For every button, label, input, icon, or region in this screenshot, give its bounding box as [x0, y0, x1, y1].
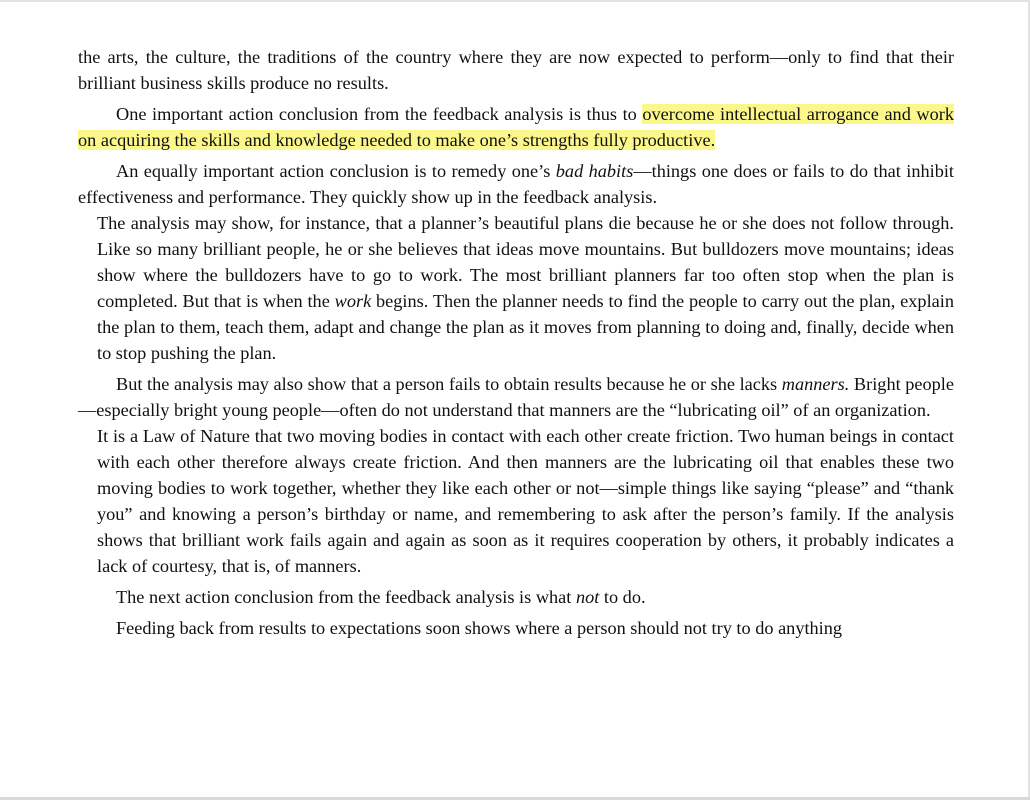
paragraph-text: Bright people—especially bright young people—often do not understand that manners are the “lubricating oil” of an organization.	[78, 374, 954, 420]
paragraph-text: The next action conclusion from the feedback analysis is what	[116, 587, 576, 607]
emphasis-text: bad habits	[555, 161, 634, 181]
paragraph-bad-habits	[78, 158, 954, 210]
paragraph-text: One important action conclusion from the feedback analysis is thus to	[116, 104, 643, 124]
text-highlight[interactable]: overcome intellectual arrogance and work on acquiring the skills and knowledge needed to make one’s strengths fully productive.	[78, 104, 954, 150]
paragraph-continuation: the arts, the culture, the traditions of the country where they are now expected to perform—only to find that their brilliant business skills produce no results.	[78, 47, 954, 93]
paragraph-highlighted	[78, 101, 954, 153]
emphasis-text: not	[575, 587, 600, 607]
document-page	[78, 44, 954, 641]
emphasis-text: work	[334, 291, 372, 311]
paragraph-text: An equally important action conclusion is to remedy one’s	[116, 161, 556, 181]
paragraph-text: The analysis may show, for instance, that a planner’s beautiful plans die because he or she does not follow through. Like so many brilliant people, he or she believes that ideas move mountains. But bulldozers move mountains; ideas show where the bulldozers have to go to work. The most brilliant planners far too often stop when the plan is completed. But that is when the	[97, 213, 954, 311]
window-top-border	[0, 0, 1030, 2]
emphasis-text: manners.	[781, 374, 850, 394]
block-quote-friction: It is a Law of Nature that two moving bodies in contact with each other create friction. Two human beings in contact with each other therefore always create friction. And then manners are the lubricating oil that enables these two moving bodies to work together, whether they like each other or not—simple things like saying “please” and “thank you” and knowing a person’s birthday or name, and remembering to ask after the person’s family. If the analysis shows that brilliant work fails again and again as soon as it requires cooperation by others, it probably indicates a lack of courtesy, that is, of manners.	[97, 426, 954, 576]
paragraph-not-to-do	[78, 584, 954, 610]
paragraph-text: But the analysis may also show that a person fails to obtain results because he or she lacks	[116, 374, 782, 394]
paragraph-feeding-back: Feeding back from results to expectations soon shows where a person should not try to do anything	[116, 618, 843, 638]
block-quote-planner	[97, 210, 954, 366]
paragraph-manners	[78, 371, 954, 423]
paragraph-text: to do.	[599, 587, 646, 607]
paragraph-text: —things one does or fails to do that inhibit effectiveness and performance. They quickly show up in the feedback analysis.	[78, 161, 954, 207]
paragraph-text: begins. Then the planner needs to find the people to carry out the plan, explain the plan to them, teach them, adapt and change the plan as it moves from planning to doing and, finally, decide when to stop pushing the plan.	[97, 291, 954, 363]
